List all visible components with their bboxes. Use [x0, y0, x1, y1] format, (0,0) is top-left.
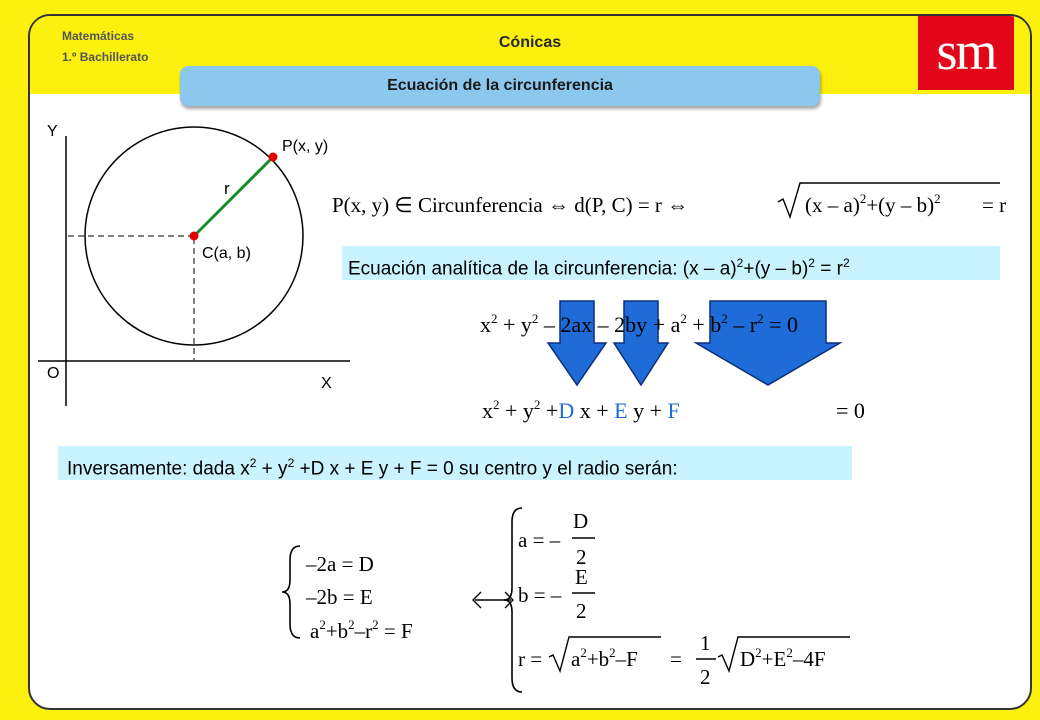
p-label: P(x, y) — [282, 138, 329, 155]
b-formula-label: b = – — [518, 583, 562, 607]
b-denominator: 2 — [576, 599, 587, 623]
course-name: 1.º Bachillerato — [62, 50, 149, 64]
origin-label: O — [47, 365, 60, 382]
a-denominator: 2 — [576, 545, 587, 569]
general-zero: = 0 — [836, 398, 865, 423]
half-denominator: 2 — [700, 665, 711, 689]
y-axis-label: Y — [47, 123, 58, 140]
sqrt-content: (x – a)$^2$+(y – b)$^2$ — [805, 191, 941, 217]
a-numerator: D — [573, 509, 589, 533]
expanded-equation: $x^2 + y^2 - 2ax - 2by + a^2 + b^2 - r^2 = 0$ — [480, 311, 799, 337]
x-axis-label: X — [321, 375, 332, 392]
inverse-statement: Inversamente: dada $x^2 + y^2 +D$ x + E y + F = 0 su centro y el radio serán: — [58, 446, 852, 480]
r2-radicand: $D^2+E^2-4F$ — [740, 645, 826, 671]
system-line-2: –2b = E — [306, 585, 373, 609]
r-equals: = — [670, 647, 682, 671]
system-diagram — [30, 16, 1030, 708]
system-line-1: –2a = D — [306, 552, 374, 576]
subject-name: Matemáticas — [62, 29, 135, 43]
brand-logo: sm — [918, 16, 1014, 90]
distance-result: = r — [982, 193, 1007, 217]
a-formula-label: a = – — [518, 528, 561, 552]
distance-formula: P(x, y) ∈ Circunferencia ⇔ d(P, C) = r ⇔ — [332, 193, 689, 217]
center-label: C(a, b) — [202, 245, 251, 262]
system-line-3: $a^2+b^2-r^2 = F$ — [310, 617, 413, 643]
r-formula-label: r = — [518, 647, 543, 671]
section-title: Ecuación de la circunferencia — [180, 66, 820, 106]
half-numerator: 1 — [700, 631, 711, 655]
content-panel — [28, 14, 1032, 710]
r-radicand: $a^2+b^2-F$ — [571, 645, 638, 671]
general-equation: $x^2 + y^2 +D$ x + E y + F — [482, 397, 680, 423]
b-numerator: E — [575, 565, 588, 589]
analytic-equation: Ecuación analítica de la circunferencia: $(x - a)^2+(y - b)^2 = r^2$ — [342, 246, 1000, 280]
topic-title: Cónicas — [498, 34, 562, 51]
radius-label: r — [224, 179, 230, 198]
left-brace — [282, 546, 300, 638]
